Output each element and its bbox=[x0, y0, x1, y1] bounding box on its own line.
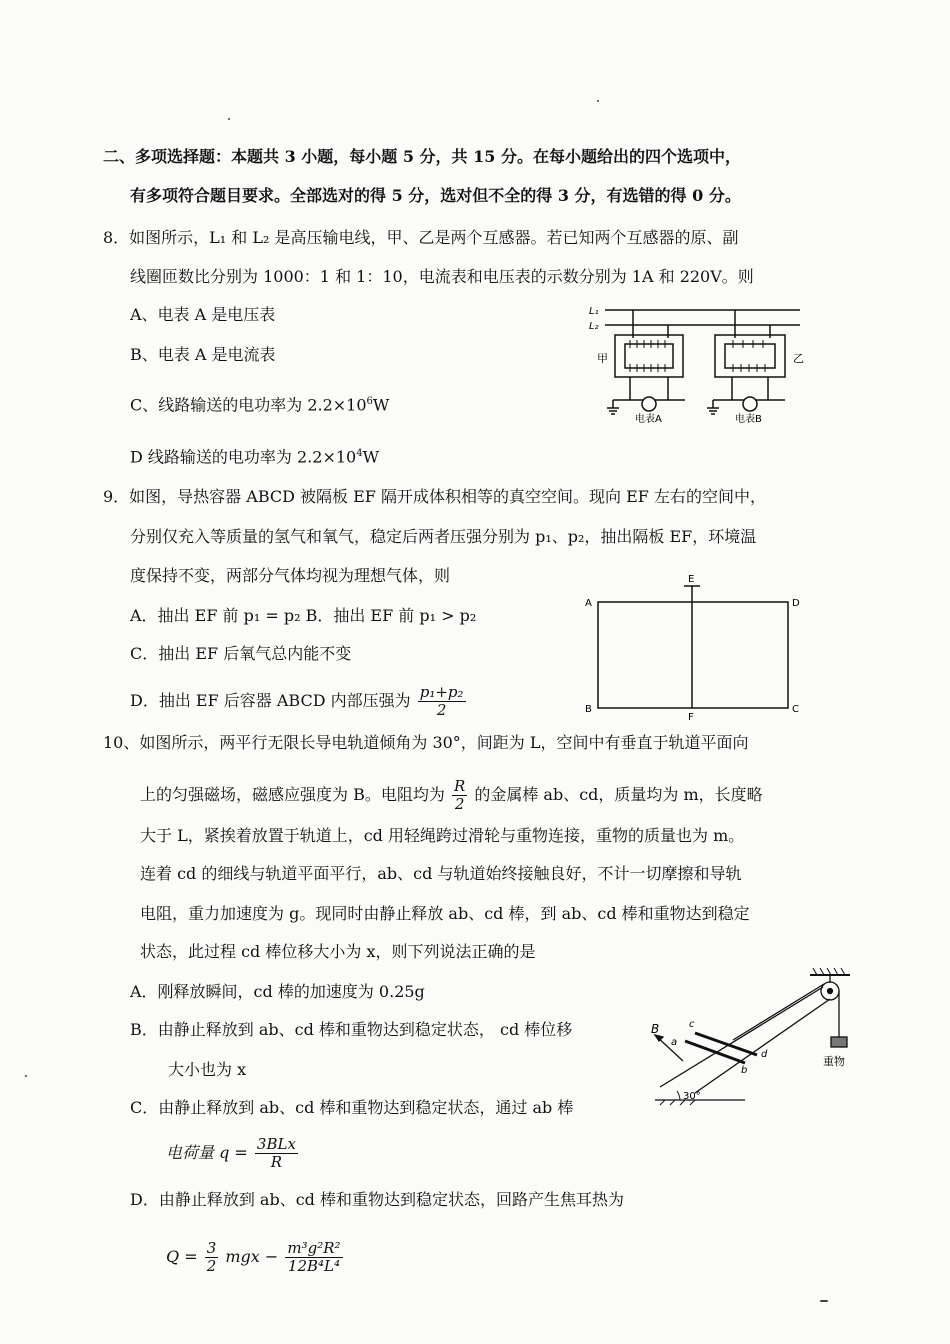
q10-option-b-line-2: 大小也为 x bbox=[168, 1060, 247, 1079]
q10-option-c-line-1: C．由静止释放到 ab、cd 棒和重物达到稳定状态，通过 ab 棒 bbox=[130, 1098, 574, 1117]
bar-cd bbox=[695, 1033, 757, 1055]
q10-stem-line-1: 10、如图所示，两平行无限长导电轨道倾角为 30°，间距为 L，空间中有垂直于轨道平面向 bbox=[103, 733, 749, 752]
q10-resistance-fraction: $\frac{R}{2}$ bbox=[453, 777, 466, 813]
q9-option-d-text: D．抽出 EF 后容器 ABCD 内部压强为 bbox=[130, 691, 411, 710]
q10-option-a: A．刚释放瞬间，cd 棒的加速度为 0.25g bbox=[130, 982, 425, 1001]
q9-stem-line-3: 度保持不变，两部分气体均视为理想气体，则 bbox=[130, 566, 451, 585]
section-title-line-1: 二、多项选择题：本题共 3 小题，每小题 5 分，共 15 分。在每小题给出的四个选项中， bbox=[103, 147, 741, 166]
label-jia: 甲 bbox=[597, 352, 608, 365]
label-c: C bbox=[792, 704, 799, 715]
label-e: E bbox=[688, 574, 695, 585]
label-meter-b: 电表B bbox=[735, 414, 762, 425]
q9-option-d bbox=[130, 684, 468, 719]
q8-option-d bbox=[130, 444, 379, 467]
label-b: b bbox=[741, 1065, 748, 1076]
q8-stem-line-1: 8．如图所示，L₁ 和 L₂ 是高压输电线，甲、乙是两个互感器。若已知两个互感器的原、副 bbox=[103, 228, 739, 247]
q8-option-c bbox=[130, 392, 389, 415]
section-title-line-2: 有多项符合题目要求。全部选对的得 5 分，选对但不全的得 3 分，有选错的得 0 分。 bbox=[130, 186, 741, 205]
q8-option-c-text: C、线路输送的电功率为 2.2×10 bbox=[130, 395, 367, 415]
q8-option-d-unit: W bbox=[362, 447, 380, 467]
bar-ab bbox=[685, 1041, 745, 1063]
label-b-field: B bbox=[651, 1022, 660, 1036]
label-b: B bbox=[585, 704, 592, 715]
label-yi: 乙 bbox=[793, 352, 804, 365]
label-d: D bbox=[792, 598, 800, 609]
q10-stem-line-2: 上的匀强磁场，磁感应强度为 B。电阻均为 $\frac{R}{2}$ 的金属棒 ab、cd，质量均为 m，长度略 bbox=[140, 777, 763, 813]
q10-stem-line-4: 连着 cd 的细线与轨道平面平行，ab、cd 与轨道始终接触良好，不计一切摩擦和导轨 bbox=[140, 864, 742, 883]
scan-speck bbox=[820, 1300, 828, 1302]
q10-charge-fraction: $\frac{\text{3BLx}}{R}$ bbox=[256, 1135, 296, 1171]
q9-container-diagram bbox=[580, 572, 805, 722]
q10-incline-diagram bbox=[625, 965, 860, 1110]
label-f: F bbox=[688, 712, 694, 722]
q9-option-ab: A．抽出 EF 前 p₁ = p₂ B．抽出 EF 前 p₁ > p₂ bbox=[130, 606, 477, 625]
q10-option-c-line-2: 电荷量 q = $\frac{\text{3BLx}}{R}$ bbox=[166, 1135, 296, 1171]
q10-option-d-line-2: Q = $\frac{3}{2}$ mgx − $\frac{\text{m³g²R²}}{\text{12B⁴L⁴}}$ bbox=[166, 1239, 341, 1275]
label-l2: L₂ bbox=[589, 321, 599, 332]
q9-stem-line-2: 分别仅充入等质量的氢气和氧气，稳定后两者压强分别为 p₁、p₂，抽出隔板 EF，环境温 bbox=[130, 527, 757, 546]
q10-option-d-line-1: D．由静止释放到 ab、cd 棒和重物达到稳定状态，回路产生焦耳热为 bbox=[130, 1190, 624, 1209]
q10-stem-line-3: 大于 L，紧挨着放置于轨道上，cd 用轻绳跨过滑轮与重物连接，重物的质量也为 m。 bbox=[140, 826, 745, 845]
q8-option-a: A、电表 A 是电压表 bbox=[130, 305, 276, 324]
q10-heat-fraction-2: $\frac{\text{m³g²R²}}{\text{12B⁴L⁴}}$ bbox=[287, 1239, 341, 1275]
label-l1: L₁ bbox=[589, 306, 599, 317]
q10-option-b-line-1: B．由静止释放到 ab、cd 棒和重物达到稳定状态， cd 棒位移 bbox=[130, 1020, 573, 1039]
q8-option-d-exponent: 4 bbox=[356, 448, 363, 459]
label-a: A bbox=[585, 598, 592, 609]
label-weight: 重物 bbox=[823, 1055, 845, 1068]
label-angle: 30° bbox=[683, 1091, 701, 1102]
q9-option-d-fraction: $\frac{\text{p₁+p₂}}{2}$ bbox=[419, 683, 464, 719]
q8-option-b: B、电表 A 是电流表 bbox=[130, 345, 276, 364]
q8-transformer-diagram bbox=[585, 300, 810, 430]
q9-stem-line-1: 9．如图，导热容器 ABCD 被隔板 EF 隔开成体积相等的真空空间。现向 EF 左右的空间中， bbox=[103, 487, 766, 506]
scan-speck bbox=[597, 100, 599, 102]
label-c: c bbox=[689, 1019, 695, 1030]
label-a: a bbox=[671, 1037, 678, 1048]
weight-block bbox=[831, 1037, 847, 1047]
label-d: d bbox=[761, 1049, 768, 1060]
scan-speck bbox=[25, 1075, 27, 1077]
q10-stem-line-5: 电阻，重力加速度为 g。现同时由静止释放 ab、cd 棒，到 ab、cd 棒和重物达到稳定 bbox=[140, 904, 750, 923]
q9-option-c: C．抽出 EF 后氧气总内能不变 bbox=[130, 644, 352, 663]
q10-stem-line-6: 状态，此过程 cd 棒位移大小为 x，则下列说法正确的是 bbox=[140, 942, 536, 961]
q8-stem-line-2: 线圈匝数比分别为 1000：1 和 1：10，电流表和电压表的示数分别为 1A 和 220V。则 bbox=[130, 267, 754, 286]
rail-lower bbox=[695, 999, 830, 1093]
label-meter-a: 电表A bbox=[635, 414, 662, 425]
q8-option-d-text: D 线路输送的电功率为 2.2×10 bbox=[130, 447, 357, 467]
q8-option-c-unit: W bbox=[372, 395, 390, 415]
container-abcd bbox=[598, 602, 788, 708]
scan-speck bbox=[228, 118, 230, 120]
q8-option-c-exponent: 6 bbox=[366, 396, 373, 407]
q10-heat-fraction-1: $\frac{3}{2}$ bbox=[206, 1239, 217, 1275]
